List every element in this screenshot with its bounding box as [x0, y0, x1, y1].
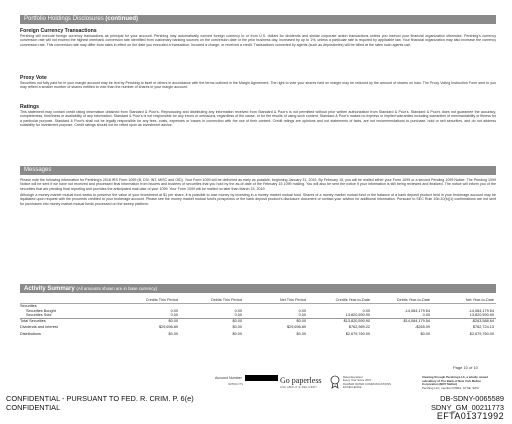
activity-summary-header — [20, 284, 496, 293]
dalbar-award — [343, 376, 391, 390]
row-label: Distributions — [20, 331, 41, 336]
foreign-currency-title: Foreign Currency Transactions — [20, 28, 97, 34]
go-paperless-logo — [280, 377, 322, 389]
table-cell: $0.00 — [116, 318, 180, 323]
table-cell: 13,820,590.90 — [345, 313, 370, 318]
table-cell: -$265.09 — [415, 324, 430, 329]
table-cell: $2,679,760.00 — [345, 331, 370, 336]
table-cell: 0.00 — [234, 313, 242, 318]
bates-stamp — [431, 395, 504, 421]
page-number: Page 10 of 10 — [453, 365, 478, 370]
table-row — [20, 323, 496, 330]
table-cell: $29,696.89 — [158, 324, 178, 329]
table-cell: 0.00 — [298, 313, 306, 318]
clearing-line-3: Corporation (BNY Mellon) — [422, 382, 458, 387]
bates-line-1: DB-SDNY-0065589 — [440, 394, 504, 403]
award-line-4: EXCELLENCE — [343, 385, 362, 390]
holdings-disclosures-header — [20, 15, 496, 24]
messages-tax-text: Please note the following information for Pershing's 2018 IRS Form 1099 (B, DIV, INT, MISC and OID). Your Form 1099 will be delivered as early as possible, beginning January 31, 2019. By February 15, you will be mailed either your Form 1099 or a second Pending 1099 Notice. The Pending 1099 Notice will be sent if we have not received and processed final information from issuers and trustees of securities that you hold by the as-of date of the February 15 1099 mailing. You will also be sent the notice if your information is still being reviewed and finalized. The notice will inform you of the securities that are pending final reporting and provides the anticipated mail date of your 1099. Your Form 1099 will be mailed no later than March 15, 2019. — [20, 178, 496, 191]
account-number-sub: 4RBSDOTS — [228, 382, 244, 386]
table-cell: $762,989.22 — [348, 324, 370, 329]
table-cell: 0.00 — [170, 308, 178, 313]
table-cell: -$14,084,179.54 — [372, 318, 432, 323]
confidential-line-1: CONFIDENTIAL - PURSUANT TO FED. R. CRIM. P. 6(e) — [6, 394, 194, 403]
activity-summary-title: Activity Summary — [24, 286, 75, 292]
clearing-line-1: Clearing through Pershing LLC, a wholly owned — [422, 375, 488, 379]
go-paperless-subtext: ASK ABOUT E-DELIVERY — [280, 385, 318, 389]
bates-line-2: SDNY_GM_00211773 — [431, 402, 504, 412]
go-paperless-text: Go paperless — [280, 376, 322, 385]
ratings-text: This statement may contain credit rating information obtained from Standard & Poor's. Reproducing and distributing any information received from Standard & Poor's is not permitted without prior written authorization from Standard & Poor's. Standard & Poor's does not guarantee the accuracy, completeness, timeliness or availability of any information. Standard & Poor's is not responsible for any errors or omissions, regardless of the cause, or for the results of using such content. Standard & Poor's makes no express or implied warranties including warranties of merchantability or fitness for a particular purpose. Standard & Poor's shall not be legally responsible for any fees, costs, expenses or losses in connection with the use of their content. Credit ratings are opinions and not statements of facts, are not recommendations to purchase, hold or sell securities, and do not address suitability for investment purpose. Credit ratings should not be relied upon as investment advice. — [20, 110, 496, 128]
table-header-row — [20, 296, 496, 303]
column-header — [20, 296, 116, 303]
table-cell: $0.00 — [232, 324, 242, 329]
column-header: Net Year-to-Date — [432, 296, 496, 303]
proxy-vote-title: Proxy Vote — [20, 75, 47, 81]
proxy-vote-section — [20, 75, 496, 90]
messages-section — [20, 178, 496, 206]
table-cell: $0.00 — [420, 331, 430, 336]
column-header: Debits This Period — [180, 296, 244, 303]
table-cell: $0.00 — [180, 318, 244, 323]
table-cell: $0.00 — [244, 318, 308, 323]
holdings-header-title: Portfolio Holdings Disclosures — [24, 16, 104, 22]
ratings-section — [20, 104, 496, 127]
table-cell: $29,696.89 — [286, 324, 306, 329]
table-cell: 0.00 — [362, 308, 370, 313]
clearing-line-2: subsidiary of The Bank of New York Mellon — [422, 378, 482, 383]
holdings-header-suffix: (continued) — [105, 16, 139, 22]
column-header: Net This Period — [244, 296, 308, 303]
table-cell: 0.00 — [170, 313, 178, 318]
confidential-line-2: CONFIDENTIAL — [6, 402, 61, 412]
award-icon — [330, 375, 340, 389]
table-cell: -$263,588.64 — [432, 318, 496, 323]
row-label: Dividends and Interest — [20, 324, 58, 329]
account-number-label: Account Number — [215, 376, 242, 380]
foreign-currency-text: Pershing will execute foreign currency transactions as principal for your account. Pershing may automatically convert foreign currency to or from U.S. dollars for dividends and similar corporate action transactions unless you instruct your financial organization otherwise. Pershing's currency conversion rate will not exceed the highest interbank conversion rate identified from customary banking sources on the conversion date or the prior business day, increased by up to 1%, unless a particular rate is required by applicable law. Your financial organization may also increase the currency conversion rate. This conversion rate may differ from rates in effect on the date you executed a transaction, incurred a charge, or received a credit. Transactions converted by agents (such as depositories) will be billed at the rates such agents use. — [20, 34, 496, 47]
clearing-disclosure — [422, 376, 500, 390]
table-cell: $2,679,760.00 — [469, 331, 494, 336]
confidential-stamp — [6, 395, 194, 412]
messages-header — [20, 166, 496, 175]
proxy-vote-text: Securities not fully paid for in your margin account may be lent by Pershing to itself or others in accordance with the terms outlined in the Margin Agreement. The right to vote your shares held on margin may be reduced by the amount of shares on loan. The Proxy Voting Instruction Form sent to you may reflect a smaller number of shares entitled to vote than the number of shares in your margin account. — [20, 81, 496, 90]
table-cell: $13,820,590.90 — [308, 318, 372, 323]
row-label: Securities Bought — [26, 308, 56, 313]
row-label: Securities — [20, 303, 37, 308]
table-cell: $0.00 — [296, 331, 306, 336]
award-line-2: Every Year Since 2007 — [343, 378, 372, 383]
award-line-3: DALBAR RATED COMMUNICATIONS — [343, 381, 391, 386]
table-cell: $0.00 — [232, 331, 242, 336]
award-line-1: Rated Excellent — [343, 375, 363, 379]
ratings-title: Ratings — [20, 104, 40, 110]
foreign-currency-section — [20, 28, 496, 47]
redaction-bar — [245, 375, 278, 381]
table-row — [20, 330, 496, 337]
table-cell: $0.00 — [168, 331, 178, 336]
messages-header-title: Messages — [24, 167, 52, 173]
table-cell: 0.00 — [234, 308, 242, 313]
activity-summary-table — [20, 296, 496, 337]
row-label: Total Securities — [20, 318, 116, 323]
table-cell: $762,724.13 — [472, 324, 494, 329]
table-cell: 0.00 — [298, 308, 306, 313]
row-label: Securities Sold — [26, 313, 52, 318]
column-header: Credits This Period — [116, 296, 180, 303]
column-header: Debits Year-to-Date — [372, 296, 432, 303]
table-cell: 13,820,590.90 — [469, 313, 494, 318]
table-cell: -14,084,179.54 — [468, 308, 494, 313]
bates-line-3: EFTA01371992 — [436, 411, 504, 422]
table-cell: 0.00 — [422, 313, 430, 318]
clearing-line-4: Pershing LLC, member FINRA, NYSE, SIPC — [422, 385, 480, 390]
activity-summary-note: (All amounts shown are in base currency) — [76, 286, 158, 291]
column-header: Credits Year-to-Date — [308, 296, 372, 303]
table-cell: -14,084,179.54 — [404, 308, 430, 313]
messages-money-market-text: Although a money market mutual fund seeks to preserve the value of your investment at $1 per share, it is possible to lose money by investing in a money market mutual fund. Shares of a money market mutual fund or the balance of a bank deposit product held in your brokerage account may be liquidated upon request with the proceeds credited to your brokerage account. Please see the money market mutual fund's prospectus or the bank deposit product's disclosure document or contact your advisor for additional information. Pursuant to SEC Rule 10b-10(b)(1) confirmations are not sent for purchases into money market mutual funds processed on the sweep platform. — [20, 193, 496, 206]
